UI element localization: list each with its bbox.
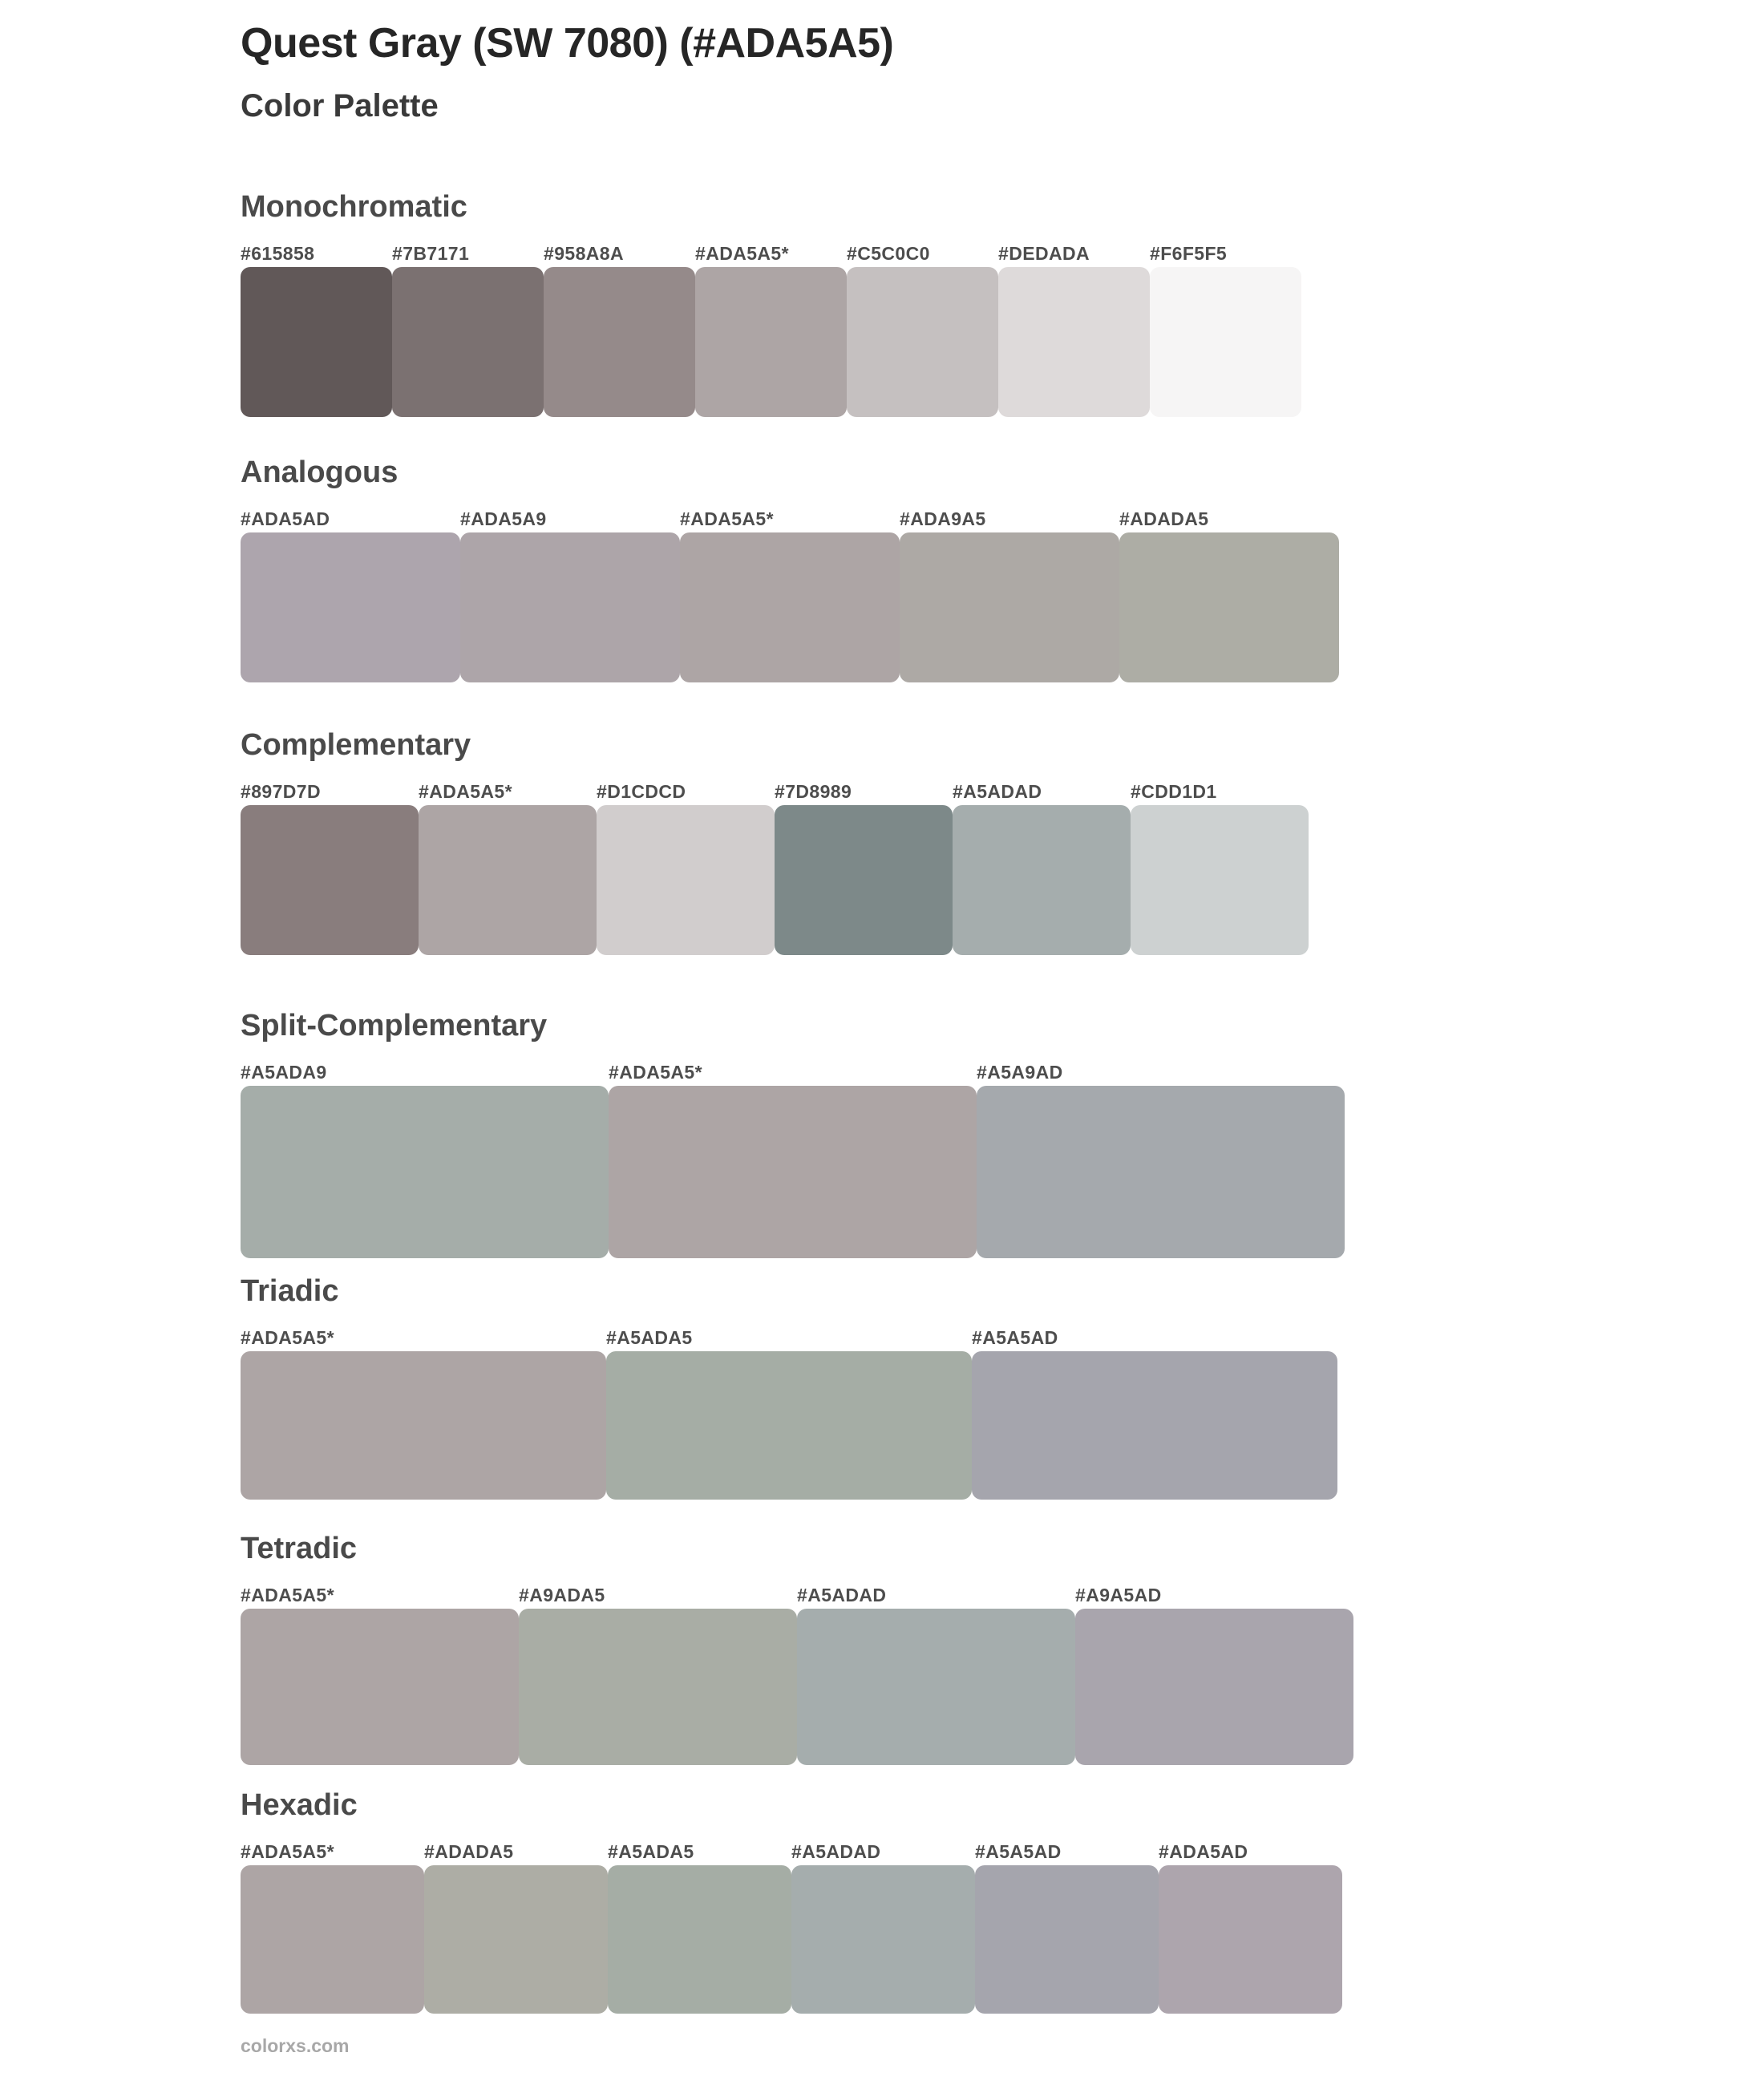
color-swatch[interactable] xyxy=(680,505,900,682)
page-subtitle: Color Palette xyxy=(241,88,439,123)
section-title: Monochromatic xyxy=(241,190,467,224)
swatch-hex-label: #A5ADAD xyxy=(791,1841,881,1862)
color-swatch[interactable] xyxy=(606,1324,972,1500)
swatch-color-chip[interactable] xyxy=(1159,1865,1342,2014)
swatch-hex-label: #ADA5A5* xyxy=(419,781,512,802)
color-swatch[interactable] xyxy=(791,1838,975,2014)
swatch-color-chip[interactable] xyxy=(680,532,900,682)
color-swatch[interactable] xyxy=(241,1581,519,1765)
swatch-color-chip[interactable] xyxy=(972,1351,1337,1500)
color-swatch[interactable] xyxy=(977,1059,1345,1258)
swatch-color-chip[interactable] xyxy=(977,1086,1345,1258)
swatch-color-chip[interactable] xyxy=(392,267,544,417)
swatch-color-chip[interactable] xyxy=(544,267,695,417)
swatch-hex-label: #ADA5A9 xyxy=(460,508,547,529)
swatch-color-chip[interactable] xyxy=(424,1865,608,2014)
swatch-color-chip[interactable] xyxy=(998,267,1150,417)
color-swatch[interactable] xyxy=(775,778,953,955)
swatch-hex-label: #ADA5A5* xyxy=(241,1841,334,1862)
swatch-hex-label: #ADA5A5* xyxy=(241,1585,334,1605)
section-title: Analogous xyxy=(241,455,399,489)
color-swatch[interactable] xyxy=(241,1059,609,1258)
color-swatch[interactable] xyxy=(597,778,775,955)
swatch-hex-label: #C5C0C0 xyxy=(847,243,930,264)
swatch-hex-label: #D1CDCD xyxy=(597,781,686,802)
color-swatch[interactable] xyxy=(1159,1838,1342,2014)
swatch-color-chip[interactable] xyxy=(241,1609,519,1765)
swatch-color-chip[interactable] xyxy=(419,805,597,955)
swatch-color-chip[interactable] xyxy=(695,267,847,417)
swatch-color-chip[interactable] xyxy=(1075,1609,1353,1765)
swatch-hex-label: #A5A5AD xyxy=(975,1841,1062,1862)
swatch-color-chip[interactable] xyxy=(241,1351,606,1500)
swatch-hex-label: #7D8989 xyxy=(775,781,852,802)
color-swatch[interactable] xyxy=(241,240,392,417)
color-swatch[interactable] xyxy=(1119,505,1339,682)
swatch-color-chip[interactable] xyxy=(608,1865,791,2014)
swatch-color-chip[interactable] xyxy=(900,532,1119,682)
swatch-hex-label: #A5ADA9 xyxy=(241,1062,327,1083)
color-swatch[interactable] xyxy=(608,1838,791,2014)
page-title: Quest Gray (SW 7080) (#ADA5A5) xyxy=(241,20,894,67)
color-swatch[interactable] xyxy=(419,778,597,955)
swatch-hex-label: #A9A5AD xyxy=(1075,1585,1162,1605)
swatch-color-chip[interactable] xyxy=(1131,805,1309,955)
swatch-row xyxy=(241,778,1309,955)
color-swatch[interactable] xyxy=(1131,778,1309,955)
swatch-hex-label: #A5A5AD xyxy=(972,1327,1058,1348)
swatch-color-chip[interactable] xyxy=(1150,267,1301,417)
section-title: Hexadic xyxy=(241,1788,358,1822)
swatch-hex-label: #F6F5F5 xyxy=(1150,243,1228,264)
section-title: Split-Complementary xyxy=(241,1009,548,1042)
swatch-color-chip[interactable] xyxy=(953,805,1131,955)
swatch-color-chip[interactable] xyxy=(791,1865,975,2014)
color-swatch[interactable] xyxy=(972,1324,1337,1500)
swatch-row xyxy=(241,1581,1353,1765)
swatch-hex-label: #DEDADA xyxy=(998,243,1090,264)
color-swatch[interactable] xyxy=(1150,240,1301,417)
swatch-hex-label: #ADA9A5 xyxy=(900,508,986,529)
color-swatch[interactable] xyxy=(797,1581,1075,1765)
swatch-color-chip[interactable] xyxy=(597,805,775,955)
swatch-color-chip[interactable] xyxy=(797,1609,1075,1765)
swatch-color-chip[interactable] xyxy=(241,805,419,955)
color-swatch[interactable] xyxy=(424,1838,608,2014)
swatch-row xyxy=(241,1059,1345,1258)
swatch-color-chip[interactable] xyxy=(460,532,680,682)
color-swatch[interactable] xyxy=(241,1324,606,1500)
swatch-color-chip[interactable] xyxy=(241,1865,424,2014)
swatch-color-chip[interactable] xyxy=(847,267,998,417)
swatch-row xyxy=(241,240,1301,417)
color-swatch[interactable] xyxy=(241,1838,424,2014)
swatch-hex-label: #ADA5A5* xyxy=(241,1327,334,1348)
swatch-color-chip[interactable] xyxy=(606,1351,972,1500)
color-swatch[interactable] xyxy=(900,505,1119,682)
swatch-hex-label: #7B7171 xyxy=(392,243,470,264)
section-title: Complementary xyxy=(241,728,471,762)
color-swatch[interactable] xyxy=(609,1059,977,1258)
site-credit: colorxs.com xyxy=(241,2035,350,2056)
color-swatch[interactable] xyxy=(392,240,544,417)
color-swatch[interactable] xyxy=(544,240,695,417)
swatch-color-chip[interactable] xyxy=(241,1086,609,1258)
swatch-hex-label: #ADA5A5* xyxy=(695,243,789,264)
swatch-hex-label: #ADA5A5* xyxy=(609,1062,702,1083)
swatch-color-chip[interactable] xyxy=(775,805,953,955)
swatch-color-chip[interactable] xyxy=(975,1865,1159,2014)
swatch-hex-label: #CDD1D1 xyxy=(1131,781,1217,802)
swatch-hex-label: #A9ADA5 xyxy=(519,1585,605,1605)
color-swatch[interactable] xyxy=(953,778,1131,955)
swatch-row xyxy=(241,1324,1337,1500)
swatch-hex-label: #A5A9AD xyxy=(977,1062,1063,1083)
color-swatch[interactable] xyxy=(519,1581,797,1765)
color-swatch[interactable] xyxy=(847,240,998,417)
swatch-color-chip[interactable] xyxy=(519,1609,797,1765)
swatch-hex-label: #ADA5AD xyxy=(241,508,330,529)
swatch-color-chip[interactable] xyxy=(1119,532,1339,682)
color-swatch[interactable] xyxy=(241,505,460,682)
color-swatch[interactable] xyxy=(1075,1581,1353,1765)
swatch-hex-label: #ADADA5 xyxy=(1119,508,1209,529)
color-swatch[interactable] xyxy=(998,240,1150,417)
swatch-hex-label: #A5ADA5 xyxy=(608,1841,694,1862)
swatch-row xyxy=(241,505,1339,682)
color-swatch[interactable] xyxy=(460,505,680,682)
swatch-hex-label: #ADA5AD xyxy=(1159,1841,1248,1862)
swatch-hex-label: #ADADA5 xyxy=(424,1841,514,1862)
swatch-color-chip[interactable] xyxy=(241,267,392,417)
section-title: Triadic xyxy=(241,1274,339,1308)
color-swatch[interactable] xyxy=(975,1838,1159,2014)
swatch-color-chip[interactable] xyxy=(609,1086,977,1258)
swatch-hex-label: #897D7D xyxy=(241,781,321,802)
color-swatch[interactable] xyxy=(241,778,419,955)
color-swatch[interactable] xyxy=(695,240,847,417)
swatch-hex-label: #ADA5A5* xyxy=(680,508,774,529)
swatch-hex-label: #615858 xyxy=(241,243,315,264)
swatch-hex-label: #A5ADAD xyxy=(953,781,1042,802)
swatch-hex-label: #958A8A xyxy=(544,243,624,264)
swatch-hex-label: #A5ADA5 xyxy=(606,1327,693,1348)
swatch-hex-label: #A5ADAD xyxy=(797,1585,887,1605)
swatch-row xyxy=(241,1838,1342,2014)
swatch-color-chip[interactable] xyxy=(241,532,460,682)
section-title: Tetradic xyxy=(241,1532,358,1565)
